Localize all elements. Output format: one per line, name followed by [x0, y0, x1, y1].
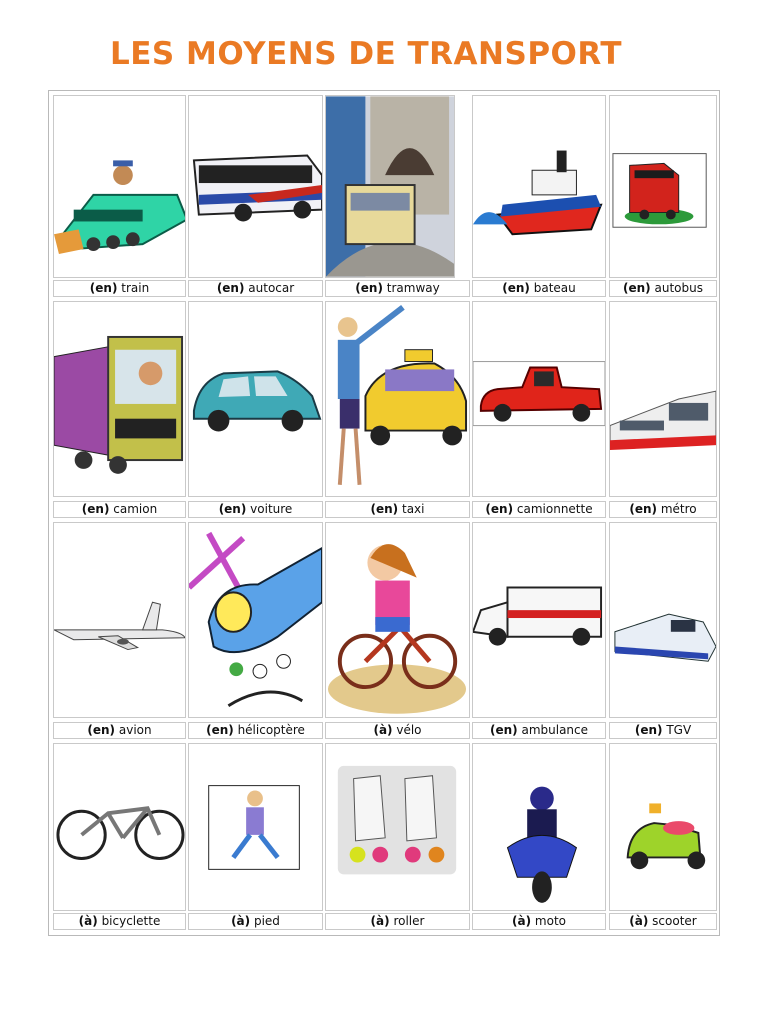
picture-cell — [188, 301, 323, 497]
taxi-icon — [326, 302, 469, 496]
picture-cell — [53, 743, 186, 911]
airplane-icon — [54, 523, 185, 717]
label-cell: (en) TGV — [609, 722, 717, 739]
roller-skates-icon — [326, 744, 469, 910]
picture-cell — [188, 743, 323, 911]
label-cell: (en) voiture — [188, 501, 323, 518]
pickup-truck-icon — [473, 302, 605, 496]
train-icon — [54, 96, 185, 277]
transport-grid — [48, 90, 720, 936]
label-cell: (en) autobus — [609, 280, 717, 297]
label-cell: (à) bicyclette — [53, 913, 186, 930]
picture-cell — [609, 522, 717, 718]
label-cell: (en) tramway — [325, 280, 470, 297]
coach-bus-icon — [189, 96, 322, 277]
label-cell: (à) scooter — [609, 913, 717, 930]
picture-cell — [325, 743, 470, 911]
picture-cell — [188, 522, 323, 718]
picture-cell — [53, 301, 186, 497]
label-cell: (à) moto — [472, 913, 606, 930]
picture-cell — [472, 743, 606, 911]
walking-person-icon — [189, 744, 322, 910]
label-cell: (à) vélo — [325, 722, 470, 739]
label-cell: (en) bateau — [472, 280, 606, 297]
girl-on-bike-icon — [326, 523, 469, 717]
boat-icon — [473, 96, 605, 277]
label-cell: (en) hélicoptère — [188, 722, 323, 739]
picture-cell — [325, 95, 455, 278]
label-cell: (en) train — [53, 280, 186, 297]
picture-cell — [53, 522, 186, 718]
label-cell: (à) roller — [325, 913, 470, 930]
truck-icon — [54, 302, 185, 496]
label-cell: (en) ambulance — [472, 722, 606, 739]
label-cell: (en) camionnette — [472, 501, 606, 518]
bicycle-icon — [54, 744, 185, 910]
page-title: LES MOYENS DE TRANSPORT — [110, 36, 623, 72]
picture-cell — [53, 95, 186, 278]
picture-cell — [472, 301, 606, 497]
label-cell: (à) pied — [188, 913, 323, 930]
high-speed-train-icon — [610, 523, 716, 717]
picture-cell — [188, 95, 323, 278]
picture-cell — [472, 522, 606, 718]
label-cell: (en) taxi — [325, 501, 470, 518]
picture-cell — [609, 301, 717, 497]
scooter-icon — [610, 744, 716, 910]
tramway-icon — [326, 96, 454, 277]
car-icon — [189, 302, 322, 496]
picture-cell — [609, 743, 717, 911]
picture-cell — [325, 301, 470, 497]
picture-cell — [609, 95, 717, 278]
motorcycle-icon — [473, 744, 605, 910]
helicopter-icon — [189, 523, 322, 717]
label-cell: (en) métro — [609, 501, 717, 518]
label-cell: (en) autocar — [188, 280, 323, 297]
label-cell: (en) avion — [53, 722, 186, 739]
double-decker-bus-icon — [610, 96, 716, 277]
ambulance-icon — [473, 523, 605, 717]
picture-cell — [472, 95, 606, 278]
metro-train-icon — [610, 302, 716, 496]
label-cell: (en) camion — [53, 501, 186, 518]
picture-cell — [325, 522, 470, 718]
